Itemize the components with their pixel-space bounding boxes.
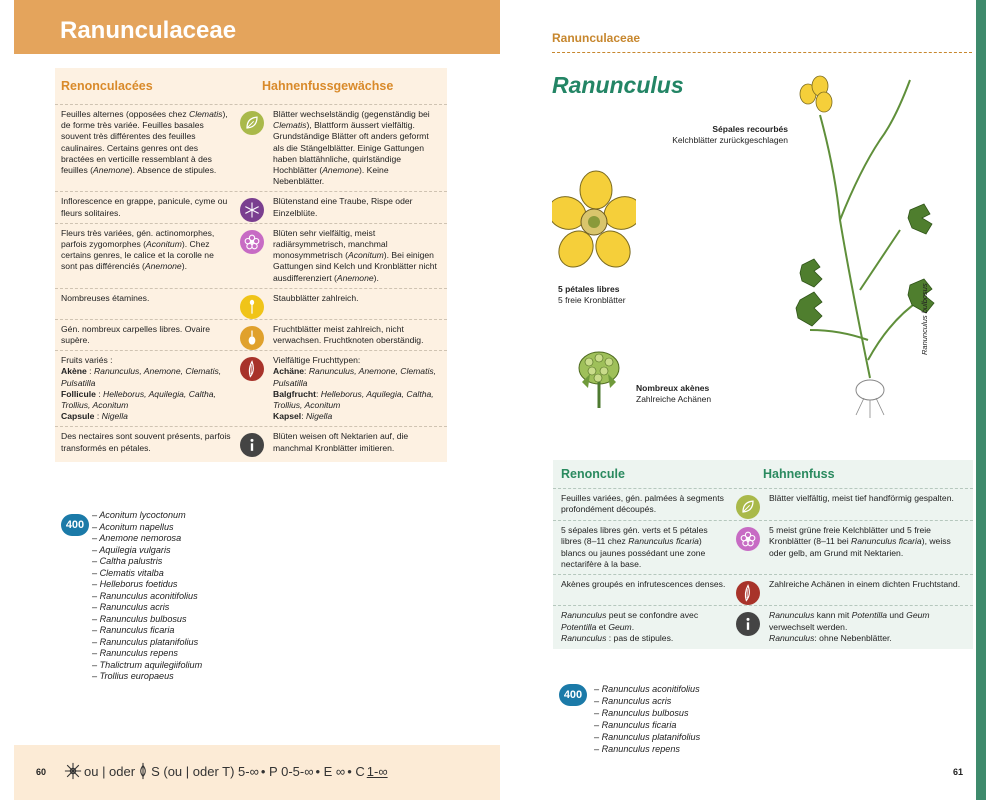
col-header-fr: Renonculacées (61, 79, 153, 93)
page-number: 60 (36, 767, 47, 777)
chapter-tab (976, 0, 986, 800)
section-label: Ranunculaceae (552, 31, 641, 45)
table-row (55, 191, 447, 222)
formula-petals: • P 0-5-∞ (260, 763, 314, 779)
plant-illustration (780, 60, 950, 435)
cell-icon (235, 192, 269, 222)
actinomorphic-icon (64, 762, 82, 780)
cell-fr: Feuilles variées, gén. palmées à segments profondément découpés. (561, 493, 724, 515)
cell-fr: Fruits variés : Akène : Ranunculus, Anemone, Clematis, Pulsatilla Follicule : Helleborus, Aquilegia, Caltha, Trollius, Aconitum Capsule : Nigella (61, 355, 222, 422)
page-number: 61 (953, 767, 964, 777)
sepal-label-de: Kelchblätter zurückgeschlagen (672, 134, 788, 145)
flower-icon (736, 527, 760, 551)
family-traits-table (55, 68, 447, 462)
cell-icon (235, 105, 269, 135)
info-icon (240, 433, 264, 457)
cell-fr: Gén. nombreux carpelles libres. Ovaire supère. (61, 323, 211, 346)
cell-icon (235, 320, 269, 350)
genus-traits-table (553, 460, 973, 649)
table-row (553, 605, 973, 648)
achene-head-illustration (574, 348, 624, 410)
cell-de: Blätter vielfältig, meist tief handförmig gespalten. (769, 493, 954, 503)
page-ref-badge: 400 (559, 684, 587, 706)
col-header-fr: Renoncule (561, 467, 625, 481)
petal-annotation (558, 284, 626, 305)
species-list (594, 683, 700, 755)
achene-annotation (636, 383, 711, 404)
cell-fr: Inflorescence en grappe, panicule, cyme ou fleurs solitaires. (61, 196, 228, 218)
cell-fr: Des nectaires sont souvent présents, parfois transformés en pétales. (61, 431, 231, 453)
list-item: – Ranunculus ficaria (92, 625, 175, 635)
fruit-icon (240, 357, 264, 381)
leaf-icon (736, 495, 760, 519)
cell-de: Staubblätter zahlreich. (273, 292, 359, 303)
list-item: – Clematis vitalba (92, 567, 164, 578)
list-item: – Thalictrum aquilegiifolium (92, 659, 203, 670)
petal-label-de: 5 freie Kronblätter (558, 294, 626, 305)
cell-fr: Nombreuses étamines. (61, 292, 150, 303)
page-ref-badge: 400 (61, 514, 89, 536)
sepal-label-fr: Sépales recourbés (712, 124, 788, 134)
achene-label-de: Zahlreiche Achänen (636, 393, 712, 404)
list-item: – Ranunculus aconitifolius (92, 590, 198, 601)
cell-icon (731, 521, 765, 551)
formula-carpels: 1-∞ (366, 763, 388, 779)
cell-de: Blütenstand eine Traube, Rispe oder Einzelblüte. (273, 196, 413, 218)
cell-de: Vielfältige Fruchttypen: Achäne: Ranunculus, Anemone, Clematis, Pulsatilla Balgfrucht: Helleborus, Aquilegia, Caltha, Trollius, Aconitum Kapsel: Nigella (273, 355, 437, 422)
cell-fr: Fleurs très variées, gén. actinomorphes, parfois zygomorphes (Aconitum). Chez certains genres, le calice et la corolle ne sont pas différenciés (Anemone). (61, 227, 215, 272)
list-item: – Ranunculus repens (92, 648, 178, 658)
floral-formula (64, 762, 388, 780)
list-item: – Ranunculus acris (594, 696, 672, 706)
cell-icon (235, 289, 269, 319)
cell-de: 5 meist grüne freie Kelchblätter und 5 freie Kronblätter (8–11 bei Ranunculus ficaria), weiss oder gelb, am Grund mit Nektarien. (769, 524, 951, 558)
list-item: – Ranunculus platanifolius (92, 636, 199, 647)
formula-or: ou | oder (84, 763, 136, 779)
formula-sepals: S (ou | oder T) 5-∞ (151, 763, 259, 779)
achene-label-fr: Nombreux akènes (636, 383, 710, 393)
list-item: – Caltha palustris (92, 556, 163, 566)
list-item: – Ranunculus bulbosus (594, 708, 689, 718)
table-header (553, 460, 973, 488)
cell-icon (731, 489, 765, 519)
list-item: – Ranunculus acris (92, 602, 170, 612)
section-divider (552, 52, 972, 53)
sepal-annotation (658, 124, 788, 145)
cell-icon (235, 351, 269, 381)
table-row (55, 288, 447, 319)
cell-de: Blüten weisen oft Nektarien auf, die manchmal Kronblätter imitieren. (273, 431, 409, 453)
cell-fr: 5 sépales libres gén. verts et 5 pétales libres (8–11 chez Ranunculus ficaria) blancs ou jaunes possédant une zone nectarifère à la base. (561, 524, 708, 570)
cell-de: Ranunculus kann mit Potentilla und Geum verwechselt werden. Ranunculus: ohne Nebenblätter. (769, 610, 930, 644)
table-row (55, 350, 447, 426)
table-row (553, 520, 973, 575)
plant-caption: Ranunculus bulbosus (920, 283, 929, 355)
cell-fr: Akènes groupés en infrutescences denses. (561, 579, 726, 590)
col-header-de: Hahnenfuss (763, 467, 835, 481)
cell-de: Blätter wechselständig (gegenständig bei Clematis), Blattform äussert vielfältig. Grundständige Blätter oft anders geformt als die Stängelblätter. Einige Gattungen haben blattähnliche, quirlständige Hochblätter (Anemone). Keine Nebenblätter. (273, 109, 430, 187)
genus-title: Ranunculus (552, 72, 684, 98)
family-title: Ranunculaceae (60, 17, 237, 44)
fruit-icon (736, 581, 760, 605)
cell-de: Zahlreiche Achänen in einem dichten Fruchtstand. (769, 579, 961, 590)
list-item: – Anemone nemorosa (92, 533, 182, 543)
flower-icon (240, 230, 264, 254)
cell-icon (235, 427, 269, 457)
flower-top-view-illustration (552, 170, 636, 278)
cell-icon (731, 575, 765, 605)
list-item: – Aquilegia vulgaris (92, 544, 171, 555)
formula-stamens: • E ∞ (315, 763, 346, 779)
table-row (55, 104, 447, 191)
list-item: – Helleborus foetidus (92, 579, 178, 589)
list-item: – Ranunculus repens (594, 744, 680, 754)
table-row (55, 319, 447, 350)
list-item: – Ranunculus platanifolius (594, 732, 701, 742)
stamen-icon (240, 295, 264, 319)
table-header (55, 68, 447, 104)
species-list (92, 510, 202, 683)
cell-fr: Feuilles alternes (opposées chez Clematis), de forme très variée. Feuilles basales souvent très différentes des feuilles caulinaires. Certains genres ont des bractées en verticille ressemblant à des feuilles (Anemone). Absence de stipules. (61, 109, 228, 176)
cell-fr: Ranunculus peut se confondre avec Potentilla et Geum. Ranunculus : pas de stipules. (561, 610, 699, 644)
cell-de: Fruchtblätter meist zahlreich, nicht verwachsen. Fruchtknoten oberständig. (273, 323, 424, 346)
list-item: – Ranunculus aconitifolius (594, 684, 700, 694)
table-row (553, 574, 973, 605)
formula-carpels-prefix: • C (347, 763, 365, 779)
cell-de: Blüten sehr vielfältig, meist radiärsymmetrisch, manchmal monosymmetrisch (Aconitum). Bei einigen Gattungen sind Kelch und Kronblätter nicht ausdifferenziert (Anemone). (273, 227, 437, 283)
cell-icon (235, 224, 269, 254)
inflorescence-icon (240, 198, 264, 222)
list-item: – Aconitum lycoctonum (92, 510, 186, 520)
zygomorphic-icon (137, 762, 149, 780)
info-icon (736, 612, 760, 636)
right-page (500, 0, 1000, 800)
table-row (55, 223, 447, 288)
col-header-de: Hahnenfussgewächse (262, 79, 394, 93)
cell-icon (731, 606, 765, 636)
header-band (14, 0, 500, 54)
list-item: – Ranunculus ficaria (594, 720, 677, 730)
table-row (553, 488, 973, 520)
carpel-icon (240, 326, 264, 350)
list-item: – Aconitum napellus (92, 521, 174, 532)
leaf-icon (240, 111, 264, 135)
table-row (55, 426, 447, 457)
list-item: – Ranunculus bulbosus (92, 613, 187, 624)
list-item: – Trollius europaeus (92, 671, 174, 681)
petal-label-fr: 5 pétales libres (558, 284, 620, 294)
